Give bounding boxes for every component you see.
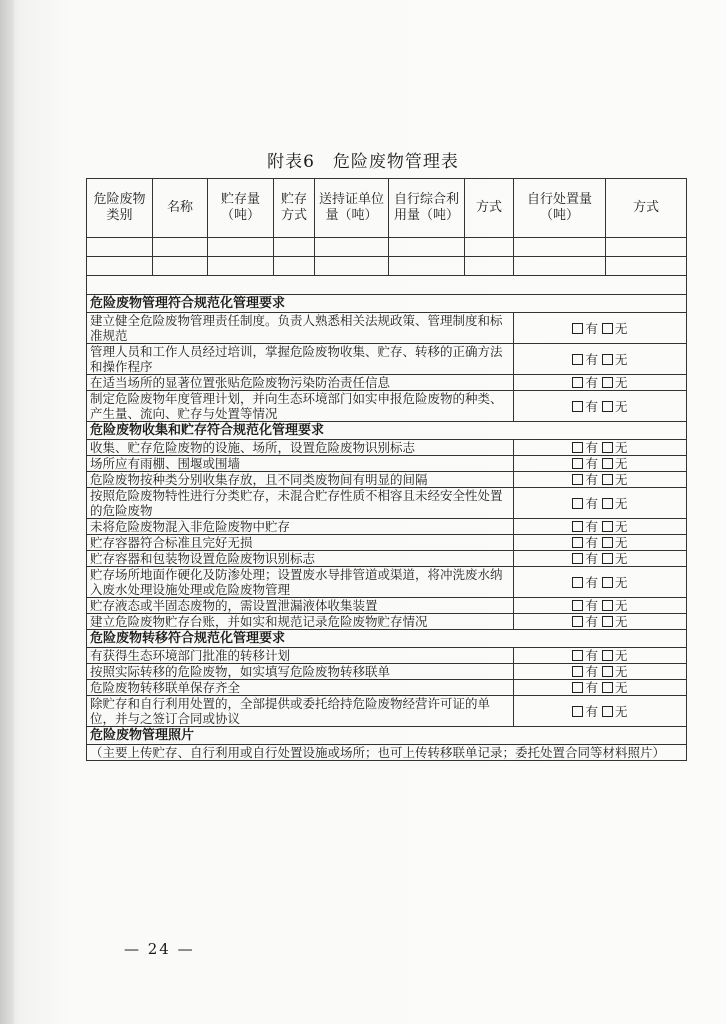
entry-cell[interactable] xyxy=(87,238,153,257)
no-label: 无 xyxy=(615,320,628,336)
yes-checkbox[interactable] xyxy=(572,323,583,334)
no-label: 无 xyxy=(615,472,628,487)
header-licensed-transfer: 送持证单位量（吨） xyxy=(315,179,389,238)
blank-entry-row xyxy=(87,238,687,257)
yes-no-checkboxes xyxy=(514,598,687,614)
header-utilization-method: 方式 xyxy=(465,179,514,238)
yes-checkbox[interactable] xyxy=(572,616,583,627)
yes-label: 有 xyxy=(585,664,598,679)
requirement-row xyxy=(87,648,687,664)
no-checkbox[interactable] xyxy=(602,577,613,588)
yes-checkbox[interactable] xyxy=(572,521,583,532)
requirement-row xyxy=(87,614,687,630)
yes-label: 有 xyxy=(585,598,598,613)
no-label: 无 xyxy=(615,648,628,663)
yes-no-checkboxes xyxy=(514,614,687,630)
yes-no-checkboxes xyxy=(514,551,687,567)
header-row xyxy=(87,179,687,238)
no-checkbox[interactable] xyxy=(602,498,613,509)
entry-cell[interactable] xyxy=(274,257,315,276)
yes-no-checkboxes xyxy=(514,680,687,696)
entry-cell[interactable] xyxy=(606,238,687,257)
header-storage-amount: 贮存量（吨） xyxy=(208,179,274,238)
photos-note-row xyxy=(87,745,687,761)
section-header-row xyxy=(87,295,687,313)
no-checkbox[interactable] xyxy=(602,616,613,627)
requirement-text: 贮存容器和包装物设置危险废物识别标志 xyxy=(87,551,514,567)
yes-label: 有 xyxy=(585,574,598,590)
yes-checkbox[interactable] xyxy=(572,458,583,469)
yes-no-checkboxes xyxy=(514,519,687,535)
yes-no-checkboxes xyxy=(514,648,687,664)
no-checkbox[interactable] xyxy=(602,553,613,564)
no-checkbox[interactable] xyxy=(602,442,613,453)
no-checkbox[interactable] xyxy=(602,458,613,469)
requirement-text: 危险废物转移联单保存齐全 xyxy=(87,680,514,696)
section-title: 危险废物收集和贮存符合规范化管理要求 xyxy=(87,422,687,440)
entry-cell[interactable] xyxy=(274,238,315,257)
yes-label: 有 xyxy=(585,648,598,663)
yes-checkbox[interactable] xyxy=(572,442,583,453)
yes-label: 有 xyxy=(585,614,598,629)
requirement-text: 贮存液态或半固态废物的，需设置泄漏液体收集装置 xyxy=(87,598,514,614)
requirement-text: 建立健全危险废物管理责任制度。负责人熟悉相关法规政策、管理制度和标准规范 xyxy=(87,313,514,344)
yes-label: 有 xyxy=(585,495,598,511)
header-self-disposal: 自行处置量（吨） xyxy=(514,179,606,238)
requirement-row xyxy=(87,375,687,391)
requirement-row xyxy=(87,472,687,488)
header-storage-method: 贮存方式 xyxy=(274,179,315,238)
no-label: 无 xyxy=(615,535,628,550)
requirement-row xyxy=(87,598,687,614)
requirement-row xyxy=(87,696,687,727)
no-label: 无 xyxy=(615,551,628,566)
no-checkbox[interactable] xyxy=(602,537,613,548)
yes-no-checkboxes xyxy=(514,456,687,472)
entry-cell[interactable] xyxy=(465,257,514,276)
yes-label: 有 xyxy=(585,440,598,455)
requirement-row xyxy=(87,313,687,344)
yes-checkbox[interactable] xyxy=(572,354,583,365)
yes-no-checkboxes xyxy=(514,488,687,519)
requirement-row xyxy=(87,567,687,598)
no-checkbox[interactable] xyxy=(602,354,613,365)
yes-label: 有 xyxy=(585,351,598,367)
entry-cell[interactable] xyxy=(389,257,465,276)
yes-checkbox[interactable] xyxy=(572,474,583,485)
requirement-text: 建立危险废物贮存台账，并如实和规范记录危险废物贮存情况 xyxy=(87,614,514,630)
requirement-text: 在适当场所的显著位置张贴危险废物污染防治责任信息 xyxy=(87,375,514,391)
yes-checkbox[interactable] xyxy=(572,650,583,661)
yes-no-checkboxes xyxy=(514,391,687,422)
yes-checkbox[interactable] xyxy=(572,666,583,677)
no-label: 无 xyxy=(615,351,628,367)
photos-header-row xyxy=(87,727,687,745)
yes-label: 有 xyxy=(585,375,598,390)
no-checkbox[interactable] xyxy=(602,474,613,485)
yes-label: 有 xyxy=(585,551,598,566)
requirement-text: 按照实际转移的危险废物，如实填写危险废物转移联单 xyxy=(87,664,514,680)
requirement-text: 制定危险废物年度管理计划，并向生态环境部门如实申报危险废物的种类、产生量、流向、贮存与处置等情况 xyxy=(87,391,514,422)
entry-cell[interactable] xyxy=(465,238,514,257)
requirement-row xyxy=(87,680,687,696)
entry-cell[interactable] xyxy=(514,257,606,276)
section-header-row xyxy=(87,422,687,440)
no-label: 无 xyxy=(615,680,628,695)
blank-entry-row xyxy=(87,257,687,276)
yes-label: 有 xyxy=(585,703,598,719)
requirement-row xyxy=(87,488,687,519)
entry-cell[interactable] xyxy=(208,238,274,257)
yes-checkbox[interactable] xyxy=(572,553,583,564)
header-self-utilization: 自行综合利用量（吨） xyxy=(389,179,465,238)
no-checkbox[interactable] xyxy=(602,401,613,412)
no-label: 无 xyxy=(615,375,628,390)
yes-no-checkboxes xyxy=(514,344,687,375)
yes-checkbox[interactable] xyxy=(572,537,583,548)
page-number: — 24 — xyxy=(124,940,195,958)
requirement-text: 贮存场所地面作硬化及防渗处理；设置废水导排管道或渠道，将冲洗废水纳入废水处理设施处理或危险废物管理 xyxy=(87,567,514,598)
yes-checkbox[interactable] xyxy=(572,682,583,693)
requirement-text: 有获得生态环境部门批准的转移计划 xyxy=(87,648,514,664)
yes-label: 有 xyxy=(585,535,598,550)
no-label: 无 xyxy=(615,440,628,455)
yes-label: 有 xyxy=(585,398,598,414)
section-title: 危险废物转移符合规范化管理要求 xyxy=(87,630,687,648)
no-label: 无 xyxy=(615,614,628,629)
yes-checkbox[interactable] xyxy=(572,706,583,717)
requirement-row xyxy=(87,535,687,551)
header-disposal-method: 方式 xyxy=(606,179,687,238)
requirement-text: 管理人员和工作人员经过培训，掌握危险废物收集、贮存、转移的正确方法和操作程序 xyxy=(87,344,514,375)
no-label: 无 xyxy=(615,398,628,414)
no-checkbox[interactable] xyxy=(602,650,613,661)
no-label: 无 xyxy=(615,456,628,471)
requirement-text: 收集、贮存危险废物的设施、场所，设置危险废物识别标志 xyxy=(87,440,514,456)
no-checkbox[interactable] xyxy=(602,521,613,532)
entry-cell[interactable] xyxy=(315,238,389,257)
no-label: 无 xyxy=(615,519,628,534)
yes-label: 有 xyxy=(585,320,598,336)
requirement-text: 场所应有雨棚、围堰或围墙 xyxy=(87,456,514,472)
no-checkbox[interactable] xyxy=(602,377,613,388)
no-checkbox[interactable] xyxy=(602,706,613,717)
yes-no-checkboxes xyxy=(514,440,687,456)
yes-label: 有 xyxy=(585,472,598,487)
photos-note[interactable]: （主要上传贮存、自行利用或自行处置设施或场所；也可上传转移联单记录；委托处置合同等材料照片） xyxy=(87,745,687,761)
no-checkbox[interactable] xyxy=(602,666,613,677)
requirement-text: 按照危险废物特性进行分类贮存，未混合贮存性质不相容且未经安全性处置的危险废物 xyxy=(87,488,514,519)
blank-entry-row xyxy=(87,276,687,295)
entry-cell[interactable] xyxy=(153,238,208,257)
no-checkbox[interactable] xyxy=(602,323,613,334)
yes-checkbox[interactable] xyxy=(572,577,583,588)
entry-cell[interactable] xyxy=(208,257,274,276)
entry-cell[interactable] xyxy=(87,276,687,295)
hazardous-waste-table xyxy=(86,178,687,761)
requirement-row xyxy=(87,664,687,680)
yes-checkbox[interactable] xyxy=(572,498,583,509)
no-checkbox[interactable] xyxy=(602,600,613,611)
yes-no-checkboxes xyxy=(514,696,687,727)
yes-no-checkboxes xyxy=(514,472,687,488)
yes-label: 有 xyxy=(585,680,598,695)
requirement-row xyxy=(87,456,687,472)
requirement-text: 危险废物按种类分别收集存放，且不同类废物间有明显的间隔 xyxy=(87,472,514,488)
yes-label: 有 xyxy=(585,519,598,534)
requirement-row xyxy=(87,551,687,567)
entry-cell[interactable] xyxy=(315,257,389,276)
requirement-row xyxy=(87,440,687,456)
no-checkbox[interactable] xyxy=(602,682,613,693)
yes-no-checkboxes xyxy=(514,664,687,680)
requirement-text: 贮存容器符合标准且完好无损 xyxy=(87,535,514,551)
entry-cell[interactable] xyxy=(606,257,687,276)
yes-label: 有 xyxy=(585,456,598,471)
page-title: 附表6 危险废物管理表 xyxy=(267,152,459,172)
requirement-text: 未将危险废物混入非危险废物中贮存 xyxy=(87,519,514,535)
yes-no-checkboxes xyxy=(514,313,687,344)
no-label: 无 xyxy=(615,495,628,511)
no-label: 无 xyxy=(615,574,628,590)
section-title: 危险废物管理符合规范化管理要求 xyxy=(87,295,687,313)
photos-title: 危险废物管理照片 xyxy=(87,727,687,745)
requirement-row xyxy=(87,391,687,422)
no-label: 无 xyxy=(615,703,628,719)
yes-no-checkboxes xyxy=(514,375,687,391)
no-label: 无 xyxy=(615,664,628,679)
entry-cell[interactable] xyxy=(514,238,606,257)
requirement-row xyxy=(87,519,687,535)
requirement-row xyxy=(87,344,687,375)
yes-no-checkboxes xyxy=(514,567,687,598)
header-waste-category: 危险废物类别 xyxy=(87,179,153,238)
entry-cell[interactable] xyxy=(153,257,208,276)
entry-cell[interactable] xyxy=(87,257,153,276)
header-name: 名称 xyxy=(153,179,208,238)
yes-checkbox[interactable] xyxy=(572,600,583,611)
requirement-text: 除贮存和自行利用处置的，全部提供或委托给持危险废物经营许可证的单位，并与之签订合同或协议 xyxy=(87,696,514,727)
yes-checkbox[interactable] xyxy=(572,377,583,388)
yes-no-checkboxes xyxy=(514,535,687,551)
section-header-row xyxy=(87,630,687,648)
no-label: 无 xyxy=(615,598,628,613)
entry-cell[interactable] xyxy=(389,238,465,257)
yes-checkbox[interactable] xyxy=(572,401,583,412)
